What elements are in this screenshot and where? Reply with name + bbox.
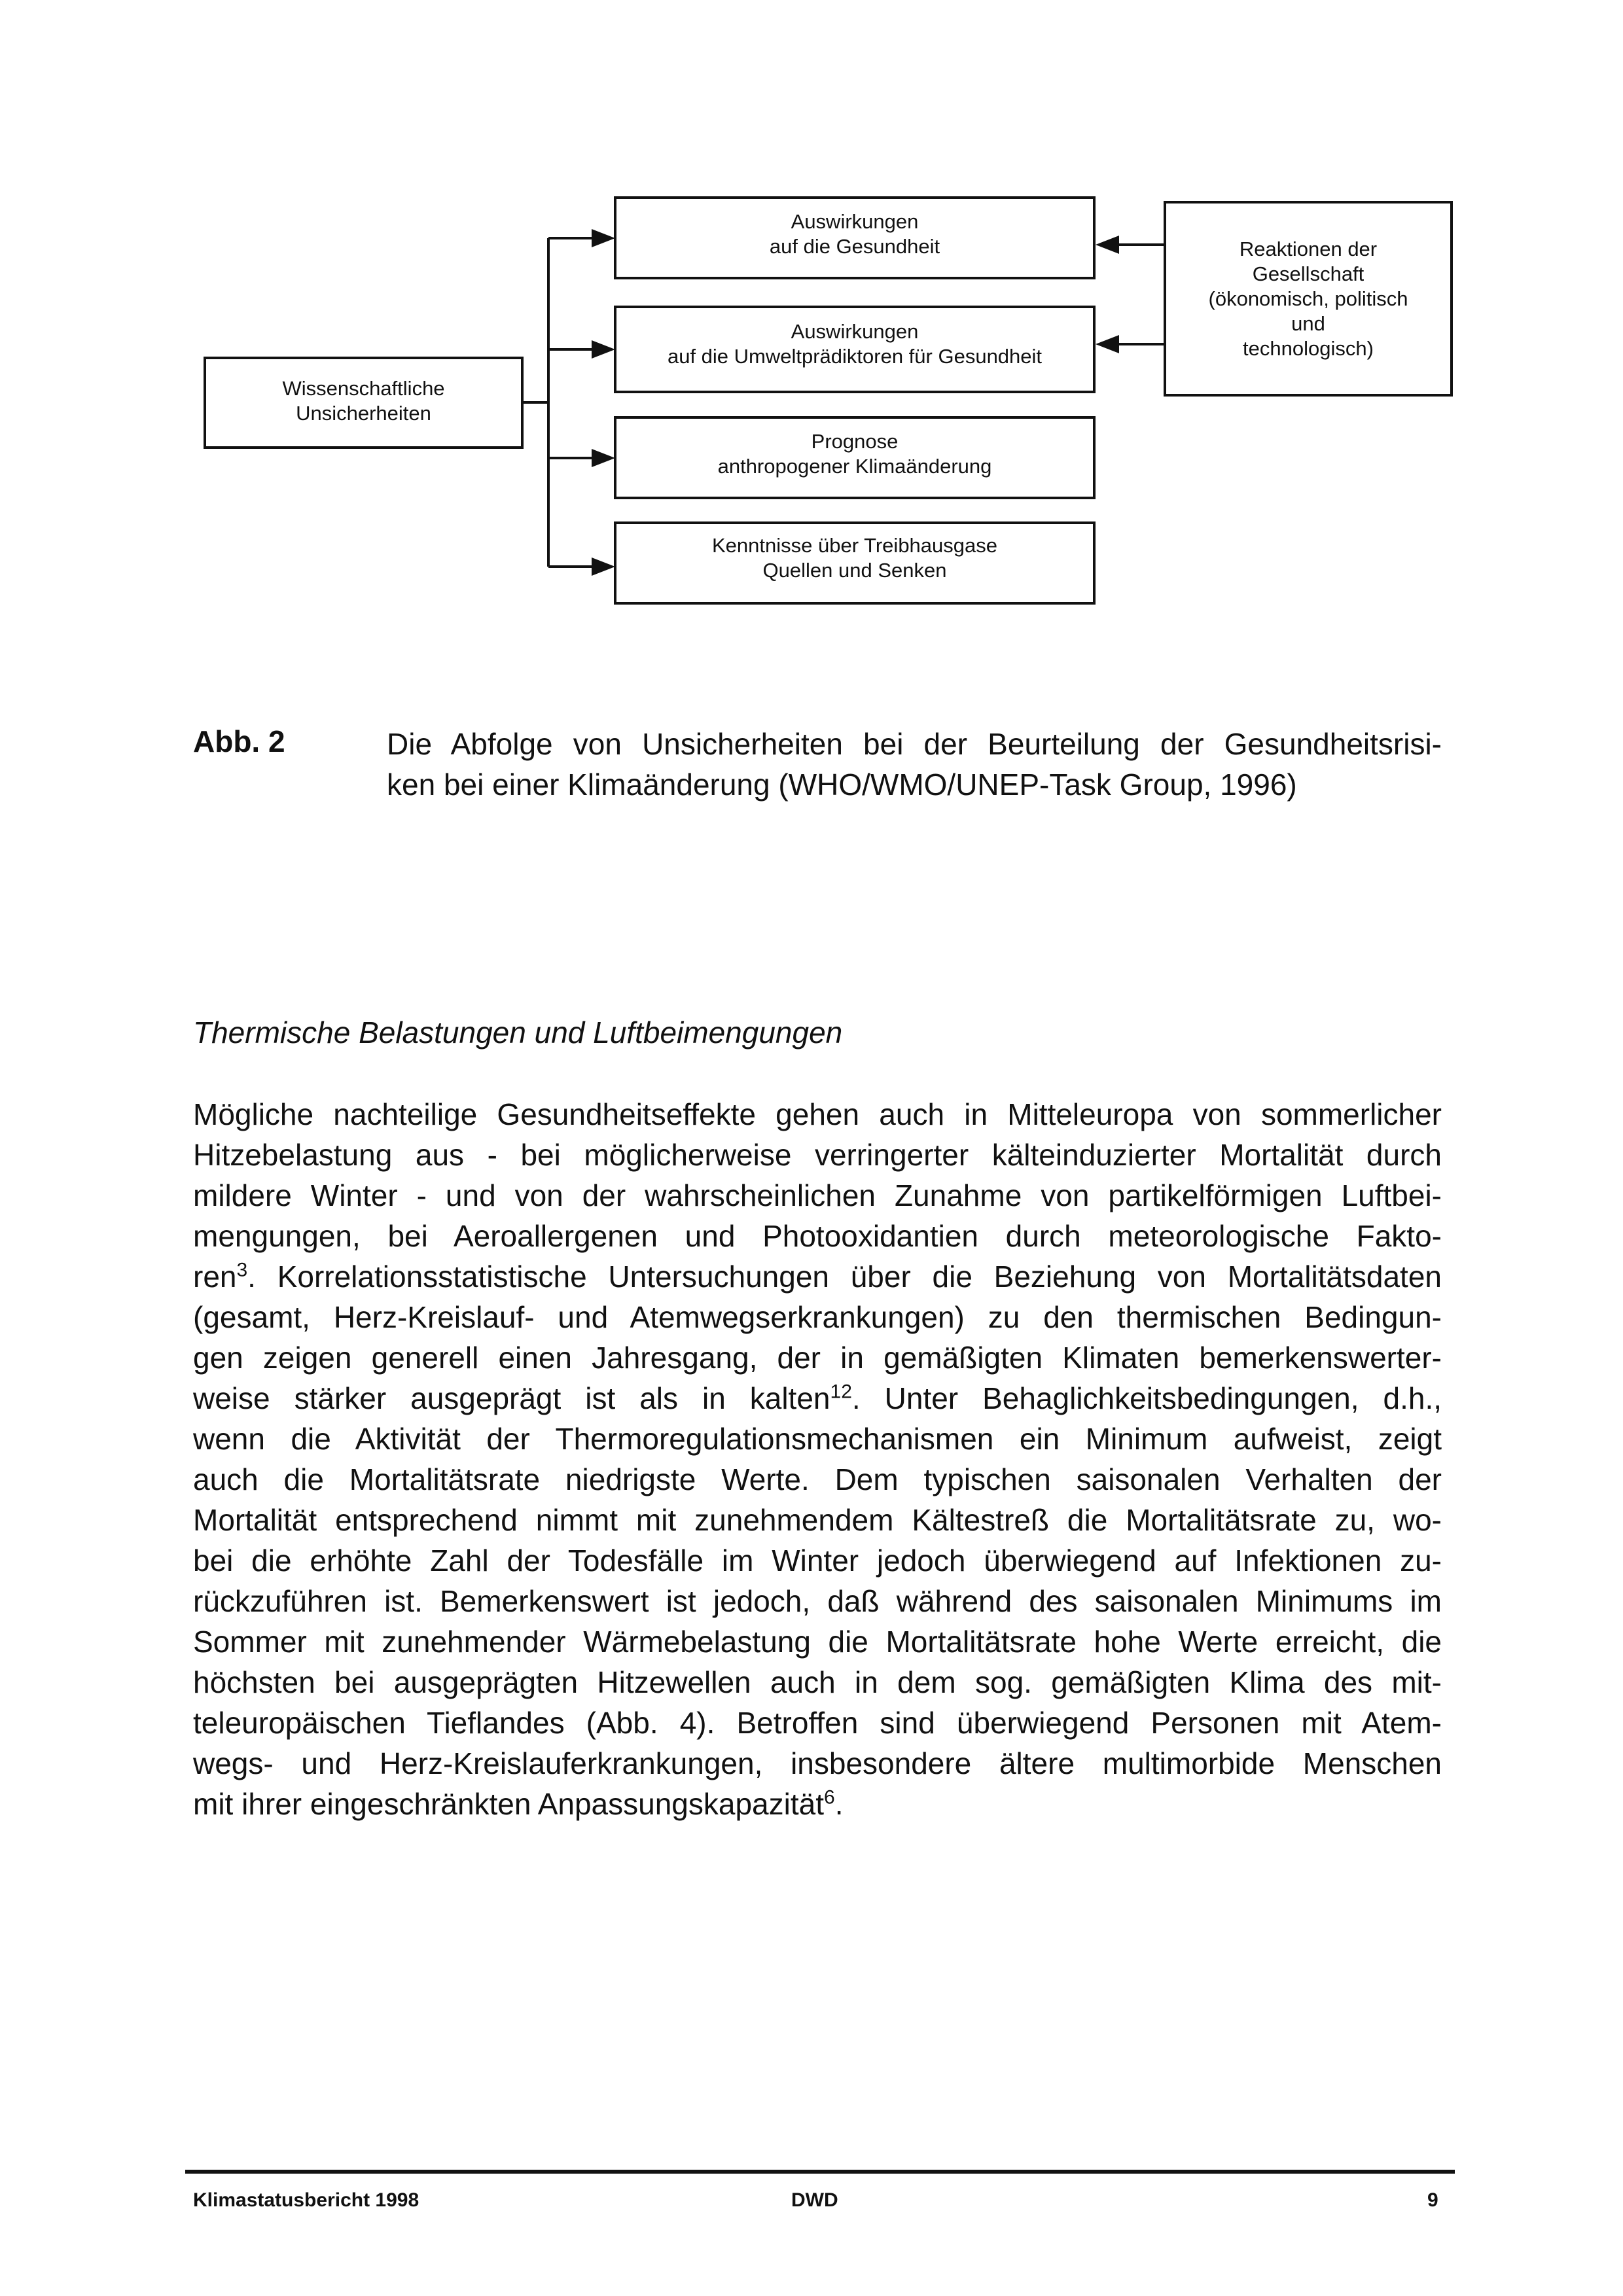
paragraph-line: auch die Mortalitätsrate niedrigste Werte. Dem typischen saisonalen Verhalten der — [193, 1462, 1442, 1496]
paragraph-line — [193, 1378, 1442, 1419]
section-heading: Thermische Belastungen und Luftbeimengungen — [193, 1016, 843, 1050]
figure-caption — [387, 724, 1442, 805]
environment-predictors-box — [616, 319, 1093, 369]
footer-publication-title: Klimastatusbericht 1998 — [193, 2189, 419, 2211]
arrowhead-health — [592, 229, 615, 247]
paragraph-line: (gesamt, Herz-Kreislauf- und Atemwegserkrankungen) zu den thermischen Bedingun- — [193, 1300, 1442, 1334]
paragraph-line — [193, 1784, 1442, 1824]
arrowhead-society-health — [1096, 236, 1119, 254]
paragraph-line: mengungen, bei Aeroallergenen und Photooxidantien durch meteorologische Fakto- — [193, 1219, 1442, 1253]
paragraph-line-text: mit ihrer eingeschränkten Anpassungskapazität — [193, 1787, 825, 1821]
box-line: Auswirkungen — [791, 320, 919, 343]
page-number: 9 — [1427, 2189, 1438, 2211]
box-line: Prognose — [811, 430, 899, 453]
box-line: Auswirkungen — [791, 210, 919, 233]
box-line: Gesellschaft — [1252, 262, 1364, 285]
paragraph-line: bei die erhöhte Zahl der Todesfälle im Winter jedoch überwiegend auf Infektionen zu- — [193, 1544, 1442, 1578]
box-line: (ökonomisch, politisch — [1208, 287, 1408, 310]
source-box — [206, 376, 521, 426]
society-reactions-box — [1166, 237, 1450, 361]
greenhouse-gases-box — [616, 533, 1093, 583]
paragraph-line: mildere Winter - und von der wahrscheinlichen Zunahme von partikelförmigen Luftbei- — [193, 1178, 1442, 1212]
box-line: anthropogener Klimaänderung — [717, 455, 992, 478]
footer-divider — [185, 2170, 1455, 2174]
footer-publisher: DWD — [791, 2189, 838, 2211]
paragraph-line: gen zeigen generell einen Jahresgang, der in gemäßigten Klimaten bemerkenswerter- — [193, 1341, 1442, 1375]
paragraph-line-text: . — [834, 1787, 844, 1821]
body-paragraph — [193, 1094, 1442, 1824]
paragraph-line: Mögliche nachteilige Gesundheitseffekte gehen auch in Mitteleuropa von sommerlicher — [193, 1097, 1442, 1131]
paragraph-line: höchsten bei ausgeprägten Hitzewellen auch in dem sog. gemäßigten Klima des mit- — [193, 1665, 1442, 1699]
paragraph-line: teleuropäischen Tieflandes (Abb. 4). Betroffen sind überwiegend Personen mit Atem- — [193, 1706, 1442, 1740]
paragraph-line: wegs- und Herz-Kreislauferkrankungen, insbesondere ältere multimorbide Menschen — [193, 1746, 1442, 1780]
paragraph-line: Mortalität entsprechend nimmt mit zunehmendem Kältestreß die Mortalitätsrate zu, wo- — [193, 1503, 1442, 1537]
box-line: technologisch) — [1243, 337, 1374, 360]
paragraph-line: Sommer mit zunehmender Wärmebelastung die Mortalitätsrate hohe Werte erreicht, die — [193, 1625, 1442, 1659]
footnote-reference: 6 — [824, 1786, 835, 1809]
paragraph-line — [193, 1256, 1442, 1297]
paragraph-line: rückzuführen ist. Bemerkenswert ist jedoch, daß während des saisonalen Minimums im — [193, 1584, 1442, 1618]
paragraph-line-text: . Korrelationsstatistische Untersuchungen über die Beziehung von Mortalitätsdaten — [247, 1260, 1442, 1294]
paragraph-line-text: ren — [193, 1260, 237, 1294]
arrowhead-society-environment — [1096, 335, 1119, 353]
paragraph-line: Hitzebelastung aus - bei möglicherweise verringerter kälteinduzierter Mortalität durch — [193, 1138, 1442, 1172]
footnote-reference: 3 — [236, 1259, 248, 1281]
caption-line: ken bei einer Klimaänderung (WHO/WMO/UNEP-Task Group, 1996) — [387, 768, 1297, 802]
caption-line: Die Abfolge von Unsicherheiten bei der Beurteilung der Gesundheitsrisi- — [387, 727, 1442, 761]
source-box-line: Wissenschaftliche — [282, 377, 445, 400]
box-line: und — [1291, 312, 1325, 335]
box-line: Kenntnisse über Treibhausgase — [711, 534, 997, 557]
box-line: auf die Gesundheit — [769, 235, 940, 258]
paragraph-line-text: . Unter Behaglichkeitsbedingungen, d.h., — [851, 1381, 1442, 1415]
arrowhead-projection — [592, 449, 615, 467]
figure-label: Abb. 2 — [193, 724, 285, 758]
paragraph-line: wenn die Aktivität der Thermoregulationsmechanismen ein Minimum aufweist, zeigt — [193, 1422, 1442, 1456]
box-line: Reaktionen der — [1239, 238, 1378, 260]
paragraph-line-text: weise stärker ausgeprägt ist als in kalten — [193, 1381, 830, 1415]
source-box-line: Unsicherheiten — [296, 402, 431, 425]
arrowhead-greenhouse — [592, 557, 615, 576]
box-line: Quellen und Senken — [762, 559, 947, 582]
footnote-reference: 12 — [830, 1381, 852, 1403]
box-line: auf die Umweltprädiktoren für Gesundheit — [667, 345, 1043, 368]
climate-projection-box — [616, 429, 1093, 479]
health-effects-box — [616, 209, 1093, 259]
arrowhead-environment — [592, 340, 615, 359]
